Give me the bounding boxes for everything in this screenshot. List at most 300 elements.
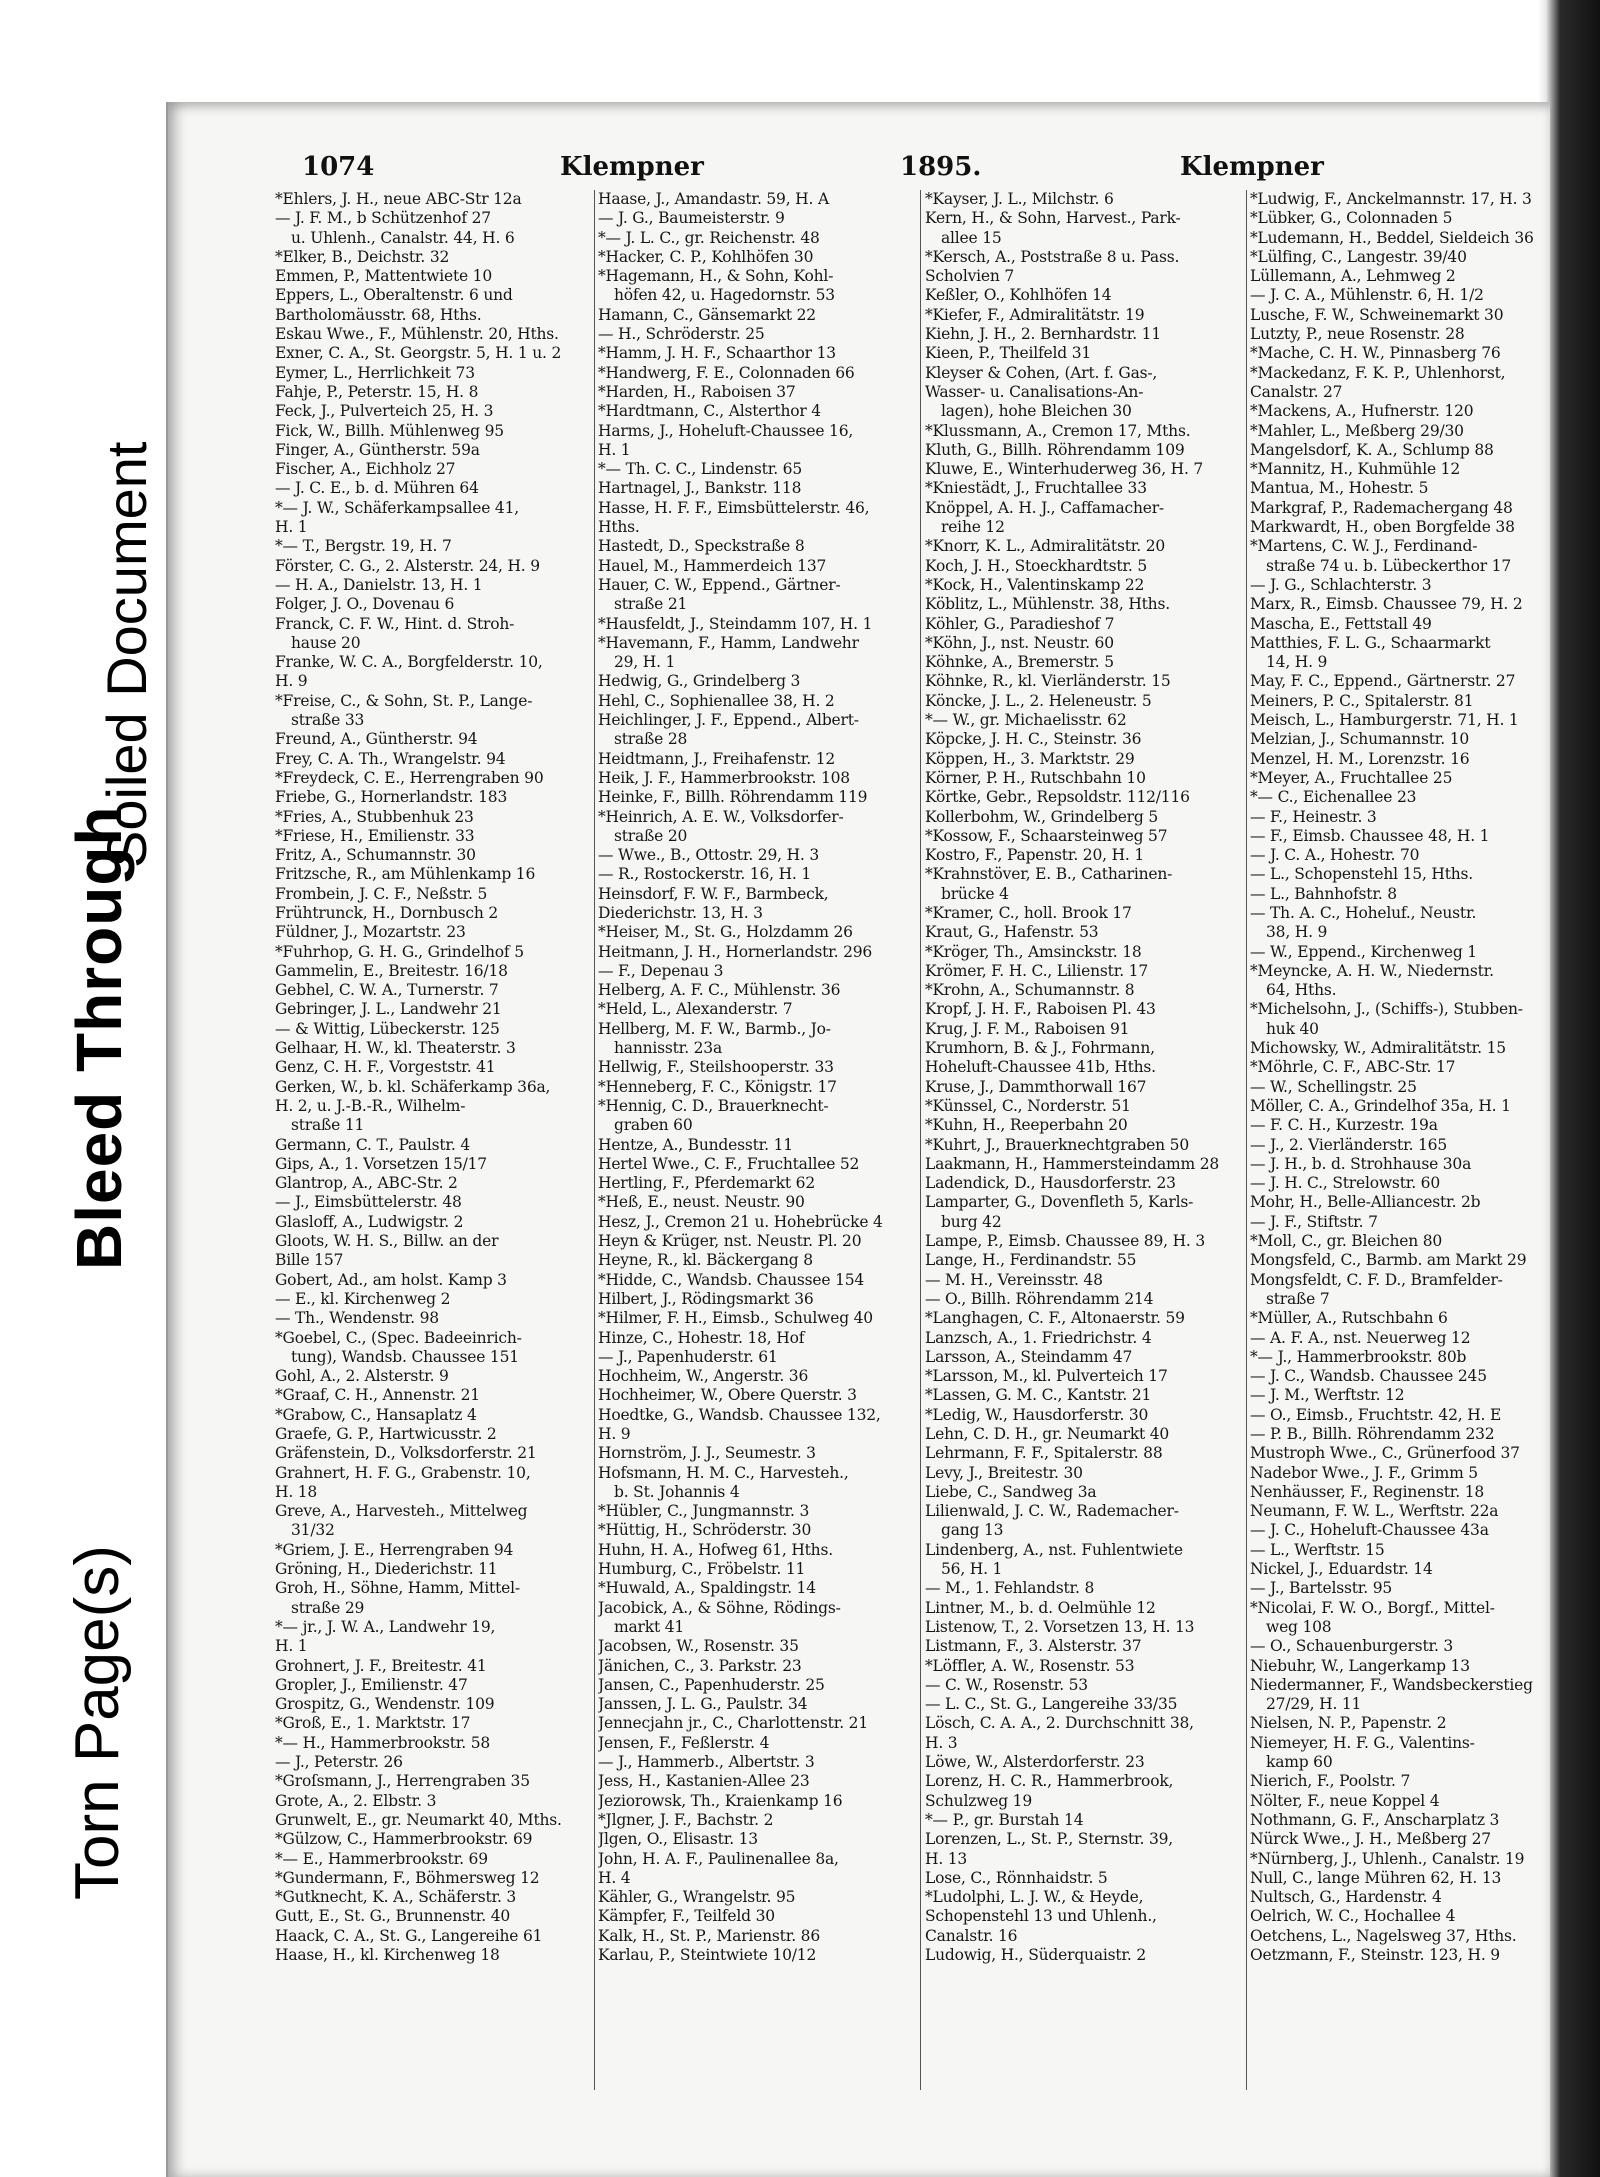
directory-entry: Heidtmann, J., Freihafenstr. 12: [598, 749, 836, 768]
directory-entry: — J. F. M., b Schützenhof 27: [275, 209, 491, 228]
directory-entry: straße 7: [1266, 1289, 1330, 1308]
directory-entry: Menzel, H. M., Lorenzstr. 16: [1250, 749, 1470, 768]
directory-entry: Köhnke, A., Bremerstr. 5: [925, 653, 1114, 672]
directory-entry: Ladendick, D., Hausdorferstr. 23: [925, 1174, 1176, 1193]
directory-entry: — Wwe., B., Ottostr. 29, H. 3: [598, 846, 820, 865]
directory-entry: Mongsfeld, C., Barmb. am Markt 29: [1250, 1251, 1527, 1270]
directory-entry: Hauel, M., Hammerdeich 137: [598, 556, 827, 575]
directory-entry: — F. C. H., Kurzestr. 19a: [1250, 1116, 1438, 1135]
directory-entry: Canalstr. 27: [1250, 382, 1343, 401]
directory-entry: Huhn, H. A., Hofweg 61, Hths.: [598, 1540, 833, 1559]
directory-entry: *Kniestädt, J., Fruchtallee 33: [925, 479, 1147, 498]
directory-entry: H. 9: [598, 1425, 631, 1443]
directory-entry: *Kersch, A., Poststraße 8 u. Pass.: [925, 247, 1180, 266]
directory-entry: — J., Hammerb., Albertstr. 3: [598, 1753, 815, 1772]
directory-entry: May, F. C., Eppend., Gärtnerstr. 27: [1250, 672, 1516, 691]
directory-entry: 64, Hths.: [1266, 981, 1337, 1000]
directory-entry: *— Th. C. C., Lindenstr. 65: [598, 460, 802, 479]
directory-entry: Gröning, H., Diederichstr. 11: [275, 1560, 498, 1579]
directory-entry: 38, H. 9: [1266, 923, 1328, 942]
directory-columns: [275, 190, 1540, 2130]
directory-entry: *Mache, C. H. W., Pinnasberg 76: [1250, 344, 1501, 363]
directory-entry: Kleyser & Cohen, (Art. f. Gas-,: [925, 363, 1158, 382]
directory-entry: — F., Heinestr. 3: [1250, 807, 1377, 826]
directory-entry: kamp 60: [1266, 1753, 1333, 1772]
directory-entry: Hellberg, M. F. W., Barmb., Jo-: [598, 1019, 831, 1038]
directory-entry: *— J. L. C., gr. Reichenstr. 48: [598, 228, 820, 247]
directory-entry: H. 1: [598, 440, 631, 459]
directory-entry: Lanzsch, A., 1. Friedrichstr. 4: [925, 1328, 1152, 1347]
directory-entry: — O., Schauenburgerstr. 3: [1250, 1637, 1454, 1656]
directory-entry: Fritz, A., Schumannstr. 30: [275, 846, 476, 865]
directory-entry: Laakmann, H., Hammersteindamm 28: [925, 1154, 1220, 1173]
directory-entry: Köppen, H., 3. Marktstr. 29: [925, 749, 1135, 768]
directory-entry: Glantrop, A., ABC-Str. 2: [275, 1174, 458, 1193]
directory-entry: *Martens, C. W. J., Ferdinand-: [1250, 537, 1478, 556]
directory-entry: Heitmann, J. H., Hornerlandstr. 296: [598, 942, 873, 961]
directory-entry: *Lübker, G., Colonnaden 5: [1250, 209, 1453, 228]
directory-entry: Meiners, P. C., Spitalerstr. 81: [1250, 691, 1474, 710]
directory-entry: Heyne, R., kl. Bäckergang 8: [598, 1251, 813, 1270]
directory-entry: *Krahnstöver, E. B., Catharinen-: [925, 865, 1173, 884]
directory-entry: *Hagemann, H., & Sohn, Kohl-: [598, 267, 834, 286]
directory-entry: Hths.: [598, 518, 640, 537]
directory-entry: Gräfenstein, D., Volksdorferstr. 21: [275, 1444, 537, 1463]
directory-entry: Germann, C. T., Paulstr. 4: [275, 1135, 471, 1154]
directory-entry: Kalk, H., St. P., Marienstr. 86: [598, 1926, 820, 1945]
directory-entry: 29, H. 1: [614, 653, 676, 672]
directory-entry: Feck, J., Pulverteich 25, H. 3: [275, 402, 494, 421]
directory-entry: — M. H., Vereinsstr. 48: [925, 1270, 1103, 1289]
directory-entry: *Lassen, G. M. C., Kantstr. 21: [925, 1386, 1152, 1405]
directory-entry: Harms, J., Hoheluft-Chaussee 16,: [598, 421, 854, 440]
directory-entry: *Heß, E., neust. Neustr. 90: [598, 1193, 805, 1212]
directory-entry: Lose, C., Rönnhaidstr. 5: [925, 1868, 1108, 1887]
directory-entry: Hochheim, W., Angerstr. 36: [598, 1367, 809, 1386]
directory-entry: Jlgen, O., Elisastr. 13: [598, 1830, 758, 1849]
directory-entry: Lange, H., Ferdinandstr. 55: [925, 1251, 1137, 1270]
directory-entry: *Hamm, J. H. F., Schaarthor 13: [598, 344, 836, 363]
directory-entry: Diederichstr. 13, H. 3: [598, 903, 763, 922]
directory-entry: *Moll, C., gr. Bleichen 80: [1250, 1232, 1443, 1251]
directory-entry: Meisch, L., Hamburgerstr. 71, H. 1: [1250, 711, 1519, 730]
directory-entry: Oelrich, W. C., Hochallee 4: [1250, 1907, 1456, 1926]
directory-entry: straße 29: [291, 1598, 365, 1617]
directory-entry: *Freydeck, C. E., Herrengraben 90: [275, 768, 544, 787]
directory-entry: Kruse, J., Dammthorwall 167: [925, 1077, 1147, 1096]
directory-entry: straße 74 u. b. Lübeckerthor 17: [1266, 556, 1511, 575]
directory-entry: Frühtrunck, H., Dornbusch 2: [275, 903, 499, 922]
directory-entry: *Lülfing, C., Langestr. 39/40: [1250, 247, 1467, 266]
directory-entry: *Nürnberg, J., Uhlenh., Canalstr. 19: [1250, 1849, 1525, 1868]
directory-entry: *Kröger, Th., Amsinckstr. 18: [925, 942, 1142, 961]
column-divider: [594, 190, 595, 2090]
directory-entry: Gutt, E., St. G., Brunnenstr. 40: [275, 1907, 511, 1926]
directory-entry: Lampe, P., Eimsb. Chaussee 89, H. 3: [925, 1232, 1206, 1251]
directory-entry: Körtke, Gebr., Repsoldstr. 112/116: [925, 788, 1190, 807]
directory-entry: Mongsfeldt, C. F. D., Bramfelder-: [1250, 1270, 1503, 1289]
directory-entry: H. 4: [598, 1868, 631, 1887]
directory-entry: *Havemann, F., Hamm, Landwehr: [598, 633, 859, 652]
directory-entry: Kluth, G., Billh. Röhrendamm 109: [925, 440, 1185, 459]
directory-entry: Nürck Wwe., J. H., Meßberg 27: [1250, 1830, 1491, 1849]
directory-entry: *Ludwig, F., Anckelmannstr. 17, H. 3: [1250, 190, 1532, 208]
directory-entry: Lintner, M., b. d. Oelmühle 12: [925, 1598, 1156, 1617]
directory-entry: *— J., Hammerbrookstr. 80b: [1250, 1347, 1467, 1366]
directory-entry: 27/29, H. 11: [1266, 1695, 1362, 1714]
directory-entry: Jansen, C., Papenhuderstr. 25: [598, 1675, 825, 1694]
directory-entry: Köpcke, J. H. C., Steinstr. 36: [925, 730, 1142, 749]
directory-entry: *— T., Bergstr. 19, H. 7: [275, 537, 452, 556]
directory-entry: Haase, H., kl. Kirchenweg 18: [275, 1946, 500, 1965]
directory-entry: Jacobsen, W., Rosenstr. 35: [598, 1637, 799, 1656]
directory-entry: Folger, J. O., Dovenau 6: [275, 595, 455, 614]
directory-entry: — & Wittig, Lübeckerstr. 125: [275, 1019, 500, 1038]
directory-entry: Frombein, J. C. F., Neßstr. 5: [275, 884, 488, 903]
directory-entry: straße 33: [291, 711, 365, 730]
directory-entry: — F., Eimsb. Chaussee 48, H. 1: [1250, 826, 1490, 845]
directory-entry: *Fries, A., Stubbenhuk 23: [275, 807, 474, 826]
directory-entry: — P. B., Billh. Röhrendamm 232: [1250, 1425, 1495, 1443]
directory-entry: Freund, A., Güntherstr. 94: [275, 730, 478, 749]
directory-entry: — F., Depenau 3: [598, 961, 724, 980]
directory-entry: Lusche, F. W., Schweinemarkt 30: [1250, 305, 1504, 324]
directory-entry: Hehl, C., Sophienallee 38, H. 2: [598, 691, 835, 710]
directory-entry: Larsson, A., Steindamm 47: [925, 1347, 1133, 1366]
directory-entry: — J., Papenhuderstr. 61: [598, 1347, 778, 1366]
directory-entry: Jensen, F., Feßlerstr. 4: [598, 1733, 770, 1752]
directory-entry: John, H. A. F., Paulinenallee 8a,: [598, 1849, 839, 1868]
directory-entry: *Gutknecht, K. A., Schäferstr. 3: [275, 1888, 517, 1907]
directory-entry: reihe 12: [941, 518, 1005, 537]
directory-entry: — J. C., Wandsb. Chaussee 245: [1250, 1367, 1487, 1386]
directory-column-3: [925, 190, 1243, 2130]
directory-entry: Gohl, A., 2. Alsterstr. 9: [275, 1367, 449, 1386]
directory-entry: Hoheluft-Chaussee 41b, Hths.: [925, 1058, 1156, 1077]
directory-entry: *— jr., J. W. A., Landwehr 19,: [275, 1617, 496, 1636]
directory-entry: Kähler, G., Wrangelstr. 95: [598, 1888, 796, 1907]
directory-entry: Hornström, J. J., Seumestr. 3: [598, 1444, 816, 1463]
directory-entry: Fischer, A., Eichholz 27: [275, 460, 456, 479]
directory-entry: Hasse, H. F. F., Eimsbüttelerstr. 46,: [598, 498, 870, 517]
directory-entry: — Th. A. C., Hoheluf., Neustr.: [1250, 903, 1477, 922]
directory-entry: *Klussmann, A., Cremon 17, Mths.: [925, 421, 1191, 440]
directory-column-2: [598, 190, 916, 2130]
directory-entry: Eskau Wwe., F., Mühlenstr. 20, Hths.: [275, 325, 559, 344]
directory-entry: Matthies, F. L. G., Schaarmarkt: [1250, 633, 1491, 652]
directory-entry: huk 40: [1266, 1019, 1319, 1038]
directory-entry: *— W., gr. Michaelisstr. 62: [925, 711, 1127, 730]
directory-entry: Kieen, P., Theilfeld 31: [925, 344, 1092, 363]
directory-entry: — J. G., Schlachterstr. 3: [1250, 575, 1432, 594]
directory-entry: Lüllemann, A., Lehmweg 2: [1250, 267, 1456, 286]
page-number: 1074: [302, 152, 375, 182]
directory-entry: *Mackens, A., Hufnerstr. 120: [1250, 402, 1474, 421]
directory-column-4: [1250, 190, 1540, 2130]
directory-entry: Karlau, P., Steintwiete 10/12: [598, 1946, 817, 1965]
directory-entry: Gammelin, E., Breitestr. 16/18: [275, 961, 508, 980]
directory-entry: Kraut, G., Hafenstr. 53: [925, 923, 1099, 942]
directory-entry: Nölter, F., neue Koppel 4: [1250, 1791, 1440, 1810]
directory-entry: hause 20: [291, 633, 361, 652]
directory-entry: Jacobick, A., & Söhne, Rödings-: [598, 1598, 841, 1617]
directory-entry: graben 60: [614, 1116, 693, 1135]
column-divider: [1246, 190, 1247, 2090]
directory-entry: *Gundermann, F., Böhmersweg 12: [275, 1868, 540, 1887]
directory-entry: Niemeyer, H. F. G., Valentins-: [1250, 1733, 1475, 1752]
directory-entry: Köhler, G., Paradieshof 7: [925, 614, 1115, 633]
directory-entry: Körner, P. H., Rutschbahn 10: [925, 768, 1146, 787]
directory-entry: H. 9: [275, 672, 308, 691]
directory-entry: Null, C., lange Mühren 62, H. 13: [1250, 1868, 1502, 1887]
directory-entry: Lindenberg, A., nst. Fuhlentwiete: [925, 1540, 1183, 1559]
directory-entry: *Kossow, F., Schaarsteinweg 57: [925, 826, 1168, 845]
directory-entry: — H., Schröderstr. 25: [598, 325, 765, 344]
directory-entry: — J., Peterstr. 26: [275, 1753, 403, 1772]
directory-entry: *Meyer, A., Fruchtallee 25: [1250, 768, 1453, 787]
directory-entry: *Mannitz, H., Kuhmühle 12: [1250, 460, 1460, 479]
directory-entry: Kiehn, J. H., 2. Bernhardstr. 11: [925, 325, 1161, 344]
directory-entry: Greve, A., Harvesteh., Mittelweg: [275, 1502, 528, 1521]
column-divider: [920, 190, 921, 2090]
directory-entry: Lilienwald, J. C. W., Rademacher-: [925, 1502, 1179, 1521]
directory-entry: Kostro, F., Papenstr. 20, H. 1: [925, 846, 1144, 865]
directory-entry: *— P., gr. Burstah 14: [925, 1810, 1084, 1829]
directory-entry: Krug, J. F. M., Raboisen 91: [925, 1019, 1130, 1038]
directory-entry: *Groß, E., 1. Marktstr. 17: [275, 1714, 471, 1733]
directory-entry: Listenow, T., 2. Vorsetzen 13, H. 13: [925, 1617, 1195, 1636]
directory-entry: — J., 2. Vierländerstr. 165: [1250, 1135, 1448, 1154]
directory-entry: Heichlinger, J. F., Eppend., Albert-: [598, 711, 859, 730]
directory-entry: Grohnert, J. F., Breitestr. 41: [275, 1656, 487, 1675]
directory-entry: 56, H. 1: [941, 1560, 1003, 1579]
directory-entry: *Hilmer, F. H., Eimsb., Schulweg 40: [598, 1309, 873, 1328]
directory-entry: *Freise, C., & Sohn, St. P., Lange-: [275, 691, 533, 710]
directory-entry: *Hübler, C., Jungmannstr. 3: [598, 1502, 810, 1521]
directory-entry: Köhnke, R., kl. Vierländerstr. 15: [925, 672, 1171, 691]
directory-entry: Franke, W. C. A., Borgfelderstr. 10,: [275, 653, 543, 672]
directory-entry: Möller, C. A., Grindelhof 35a, H. 1: [1250, 1096, 1511, 1115]
directory-entry: Haase, J., Amandastr. 59, H. A: [598, 190, 829, 208]
directory-entry: Markgraf, P., Rademachergang 48: [1250, 498, 1513, 517]
directory-entry: Emmen, P., Mattentwiete 10: [275, 267, 492, 286]
directory-entry: *Jlgner, J. F., Bachstr. 2: [598, 1810, 774, 1829]
directory-entry: *Kuhn, H., Reeperbahn 20: [925, 1116, 1128, 1135]
directory-entry: Nadebor Wwe., J. F., Grimm 5: [1250, 1463, 1478, 1482]
directory-entry: *Ledig, W., Hausdorferstr. 30: [925, 1405, 1149, 1424]
directory-entry: Hastedt, D., Speckstraße 8: [598, 537, 805, 556]
directory-entry: *Griem, J. E., Herrengraben 94: [275, 1540, 514, 1559]
directory-entry: — E., kl. Kirchenweg 2: [275, 1289, 451, 1308]
directory-entry: Groh, H., Söhne, Hamm, Mittel-: [275, 1579, 520, 1598]
directory-entry: *— J. W., Schäferkampsallee 41,: [275, 498, 519, 517]
directory-entry: *Kiefer, F., Admiralitätstr. 19: [925, 305, 1145, 324]
directory-entry: H. 18: [275, 1482, 318, 1501]
directory-entry: Heyn & Krüger, nst. Neustr. Pl. 20: [598, 1232, 862, 1251]
directory-entry: *— H., Hammerbrookstr. 58: [275, 1733, 491, 1752]
directory-entry: — L. C., St. G., Langereihe 33/35: [925, 1695, 1178, 1714]
directory-entry: *Hacker, C. P., Kohlhöfen 30: [598, 247, 814, 266]
directory-entry: Heik, J. F., Hammerbrookstr. 108: [598, 768, 850, 787]
directory-entry: Nielsen, N. P., Papenstr. 2: [1250, 1714, 1447, 1733]
directory-entry: Gips, A., 1. Vorsetzen 15/17: [275, 1154, 487, 1173]
directory-entry: Janssen, J. L. G., Paulstr. 34: [598, 1695, 808, 1714]
directory-entry: u. Uhlenh., Canalstr. 44, H. 6: [291, 228, 515, 247]
directory-entry: Kropf, J. H. F., Raboisen Pl. 43: [925, 1000, 1156, 1019]
directory-entry: *Michelsohn, J., (Schiffs-), Stubben-: [1250, 1000, 1523, 1019]
directory-entry: — Th., Wendenstr. 98: [275, 1309, 439, 1328]
directory-entry: H. 3: [925, 1733, 958, 1752]
directory-entry: Hesz, J., Cremon 21 u. Hohebrücke 4: [598, 1212, 883, 1231]
directory-entry: höfen 42, u. Hagedornstr. 53: [614, 286, 835, 305]
directory-entry: *Graaf, C. H., Annenstr. 21: [275, 1386, 480, 1405]
directory-entry: Grote, A., 2. Elbstr. 3: [275, 1791, 437, 1810]
directory-entry: *Krohn, A., Schumannstr. 8: [925, 981, 1135, 1000]
directory-entry: — W., Eppend., Kirchenweg 1: [1250, 942, 1477, 961]
directory-column-1: [275, 190, 593, 2130]
directory-entry: Keßler, O., Kohlhöfen 14: [925, 286, 1112, 305]
directory-entry: *Köhn, J., nst. Neustr. 60: [925, 633, 1114, 652]
directory-entry: Bartholomäusstr. 68, Hths.: [275, 305, 482, 324]
directory-entry: Nierich, F., Poolstr. 7: [1250, 1772, 1411, 1791]
directory-entry: Lorenz, H. C. R., Hammerbrook,: [925, 1772, 1174, 1791]
directory-entry: markt 41: [614, 1617, 685, 1636]
directory-entry: b. St. Johannis 4: [614, 1482, 740, 1501]
directory-entry: Heinsdorf, F. W. F., Barmbeck,: [598, 884, 829, 903]
directory-entry: *Kock, H., Valentinskamp 22: [925, 575, 1145, 594]
directory-entry: H. 2, u. J.-B.-R., Wilhelm-: [275, 1096, 466, 1115]
directory-entry: Schulzweg 19: [925, 1791, 1033, 1810]
directory-entry: Kollerbohm, W., Grindelberg 5: [925, 807, 1158, 826]
directory-entry: brücke 4: [941, 884, 1009, 903]
directory-entry: Grospitz, G., Wendenstr. 109: [275, 1695, 495, 1714]
directory-entry: — H. A., Danielstr. 13, H. 1: [275, 575, 483, 594]
directory-entry: — O., Eimsb., Fruchtstr. 42, H. E: [1250, 1405, 1502, 1424]
directory-entry: Kluwe, E., Winterhuderweg 36, H. 7: [925, 460, 1204, 479]
torn-pages-label: Torn Page(s): [63, 1545, 132, 1900]
directory-entry: allee 15: [941, 228, 1002, 247]
directory-entry: *Larsson, M., kl. Pulverteich 17: [925, 1367, 1168, 1386]
directory-entry: *Mahler, L., Meßberg 29/30: [1250, 421, 1464, 440]
directory-entry: straße 20: [614, 826, 688, 845]
directory-entry: Lutzty, P., neue Rosenstr. 28: [1250, 325, 1465, 344]
directory-entry: burg 42: [941, 1212, 1002, 1231]
directory-entry: Gropler, J., Emilienstr. 47: [275, 1675, 468, 1694]
directory-entry: Hinze, C., Hohestr. 18, Hof: [598, 1328, 805, 1347]
directory-entry: Krömer, F. H. C., Lilienstr. 17: [925, 961, 1148, 980]
directory-entry: Mangelsdorf, K. A., Schlump 88: [1250, 440, 1494, 459]
directory-entry: Köblitz, L., Mühlenstr. 38, Hths.: [925, 595, 1170, 614]
directory-entry: Hoedtke, G., Wandsb. Chaussee 132,: [598, 1405, 881, 1424]
directory-entry: Liebe, C., Sandweg 3a: [925, 1482, 1097, 1501]
directory-entry: straße 11: [291, 1116, 365, 1135]
directory-entry: Marx, R., Eimsb. Chaussee 79, H. 2: [1250, 595, 1523, 614]
directory-entry: *Hausfeldt, J., Steindamm 107, H. 1: [598, 614, 873, 633]
directory-entry: *Ehlers, J. H., neue ABC-Str 12a: [275, 190, 522, 208]
directory-entry: *Künssel, C., Norderstr. 51: [925, 1096, 1131, 1115]
directory-entry: *Langhagen, C. F., Altonaerstr. 59: [925, 1309, 1185, 1328]
directory-entry: Gobert, Ad., am holst. Kamp 3: [275, 1270, 507, 1289]
directory-entry: *Hennig, C. D., Brauerknecht-: [598, 1096, 829, 1115]
directory-entry: 31/32: [291, 1521, 335, 1540]
directory-entry: *Held, L., Alexanderstr. 7: [598, 1000, 793, 1019]
directory-entry: Wasser- u. Canalisations-An-: [925, 382, 1144, 401]
directory-entry: Nultsch, G., Hardenstr. 4: [1250, 1888, 1442, 1907]
directory-entry: — L., Schopenstehl 15, Hths.: [1250, 865, 1474, 884]
directory-entry: Hofsmann, H. M. C., Harvesteh.,: [598, 1463, 849, 1482]
directory-entry: Exner, C. A., St. Georgstr. 5, H. 1 u. 2: [275, 344, 562, 363]
directory-entry: — J. G., Baumeisterstr. 9: [598, 209, 785, 228]
directory-entry: — J. H., b. d. Strohhause 30a: [1250, 1154, 1472, 1173]
directory-entry: Levy, J., Breitestr. 30: [925, 1463, 1083, 1482]
directory-entry: Gebhel, C. W. A., Turnerstr. 7: [275, 981, 499, 1000]
directory-entry: Genz, C. H. F., Vorgeststr. 41: [275, 1058, 496, 1077]
directory-entry: Neumann, F. W. L., Werftstr. 22a: [1250, 1502, 1499, 1521]
directory-entry: *Heiser, M., St. G., Holzdamm 26: [598, 923, 853, 942]
directory-entry: Michowsky, W., Admiralitätstr. 15: [1250, 1039, 1506, 1058]
directory-entry: Ludowig, H., Süderquaistr. 2: [925, 1946, 1147, 1965]
directory-entry: Mustroph Wwe., C., Grünerfood 37: [1250, 1444, 1520, 1463]
directory-entry: *Mackedanz, F. K. P., Uhlenhorst,: [1250, 363, 1506, 382]
directory-entry: Lamparter, G., Dovenfleth 5, Karls-: [925, 1193, 1194, 1212]
directory-entry: Fritzsche, R., am Mühlenkamp 16: [275, 865, 536, 884]
directory-entry: Nenhäusser, F., Reginenstr. 18: [1250, 1482, 1485, 1501]
directory-entry: *Harden, H., Raboisen 37: [598, 382, 796, 401]
directory-entry: *Knorr, K. L., Admiralitätstr. 20: [925, 537, 1166, 556]
directory-entry: Grunwelt, E., gr. Neumarkt 40, Mths.: [275, 1810, 562, 1829]
directory-entry: Scholvien 7: [925, 267, 1015, 286]
directory-entry: gang 13: [941, 1521, 1004, 1540]
directory-entry: Lehrmann, F. F., Spitalerstr. 88: [925, 1444, 1163, 1463]
directory-entry: *Fuhrhop, G. H. G., Grindelhof 5: [275, 942, 524, 961]
directory-entry: Markwardt, H., oben Borgfelde 38: [1250, 518, 1515, 537]
directory-entry: *Kayser, J. L., Milchstr. 6: [925, 190, 1114, 208]
directory-entry: *Huwald, A., Spaldingstr. 14: [598, 1579, 816, 1598]
directory-entry: Mascha, E., Fettstall 49: [1250, 614, 1432, 633]
directory-entry: — J. C. A., Mühlenstr. 6, H. 1/2: [1250, 286, 1484, 305]
directory-entry: Haack, C. A., St. G., Langereihe 61: [275, 1926, 543, 1945]
directory-entry: — J. C., Hoheluft-Chaussee 43a: [1250, 1521, 1489, 1540]
directory-entry: *Nicolai, F. W. O., Borgf., Mittel-: [1250, 1598, 1495, 1617]
directory-entry: *Möhrle, C. F., ABC-Str. 17: [1250, 1058, 1456, 1077]
directory-entry: Hentze, A., Bundesstr. 11: [598, 1135, 793, 1154]
directory-entry: Oetchens, L., Nagelsweg 37, Hths.: [1250, 1926, 1517, 1945]
header-year: 1895.: [900, 152, 982, 182]
directory-entry: Jänichen, C., 3. Parkstr. 23: [598, 1656, 802, 1675]
directory-entry: H. 13: [925, 1849, 968, 1868]
header-left-title: Klempner: [560, 152, 704, 182]
directory-entry: 14, H. 9: [1266, 653, 1328, 672]
directory-entry: *— E., Hammerbrookstr. 69: [275, 1849, 488, 1868]
directory-entry: Hellwig, F., Steilshooperstr. 33: [598, 1058, 834, 1077]
directory-entry: Fahje, P., Peterstr. 15, H. 8: [275, 382, 479, 401]
directory-entry: Humburg, C., Fröbelstr. 11: [598, 1560, 806, 1579]
soiled-document-label: Soiled Document: [95, 441, 158, 868]
directory-entry: — M., 1. Fehlandstr. 8: [925, 1579, 1095, 1598]
directory-entry: Füldner, J., Mozartstr. 23: [275, 923, 466, 942]
directory-entry: — O., Billh. Röhrendamm 214: [925, 1289, 1154, 1308]
directory-entry: — W., Schellingstr. 25: [1250, 1077, 1417, 1096]
directory-entry: *Löffler, A. W., Rosenstr. 53: [925, 1656, 1135, 1675]
directory-entry: Finger, A., Güntherstr. 59a: [275, 440, 480, 459]
directory-entry: Niedermanner, F., Wandsbeckerstieg: [1250, 1675, 1533, 1694]
directory-entry: Glasloff, A., Ludwigstr. 2: [275, 1212, 464, 1231]
directory-entry: Melzian, J., Schumannstr. 10: [1250, 730, 1470, 749]
directory-entry: Kern, H., & Sohn, Harvest., Park-: [925, 209, 1181, 228]
directory-entry: Jess, H., Kastanien-Allee 23: [598, 1772, 810, 1791]
directory-entry: *Müller, A., Rutschbahn 6: [1250, 1309, 1448, 1328]
directory-entry: *Goebel, C., (Spec. Badeeinrich-: [275, 1328, 522, 1347]
